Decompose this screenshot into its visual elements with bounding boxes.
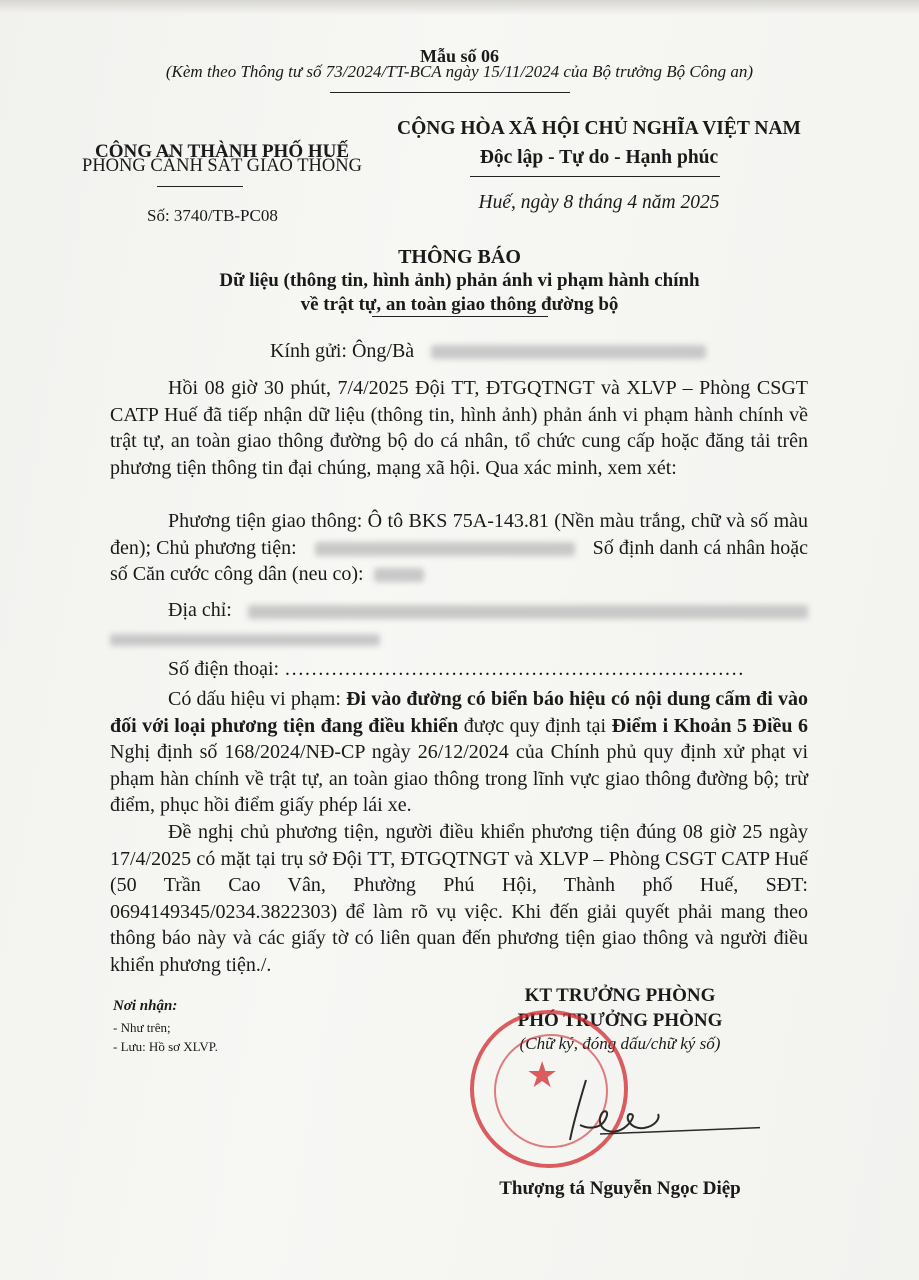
document-title: THÔNG BÁO — [398, 246, 521, 268]
recipient-item-2: - Lưu: Hồ sơ XLVP. — [113, 1039, 218, 1054]
redacted-address-line-2 — [110, 634, 380, 646]
intro-paragraph — [110, 375, 808, 481]
address-label: Địa chỉ: — [168, 599, 232, 621]
violation-legal-clause: Điểm i Khoản 5 Điều 6 — [611, 714, 808, 737]
vehicle-info: Phương tiện giao thông: Ô tô BKS 75A-143.81 (Nền màu trắng, chữ và số màu đen); Chủ phương tiện: — [110, 510, 808, 559]
document-number: Số: 3740/TB-PC08 — [147, 206, 278, 225]
vehicle-paragraph — [110, 508, 808, 588]
recipient-label: Kính gửi: Ông/Bà — [270, 340, 415, 362]
handwritten-signature — [540, 1070, 760, 1150]
recipient-item-1: - Như trên; — [113, 1020, 171, 1035]
signer-name: Thượng tá Nguyễn Ngọc Diệp — [499, 1178, 741, 1199]
redacted-id — [374, 568, 424, 582]
form-underline — [330, 92, 570, 93]
department-name: PHÒNG CẢNH SÁT GIAO THÔNG — [82, 156, 362, 176]
intro-text: Hồi 08 giờ 30 phút, 7/4/2025 Đội TT, ĐTGQTNGT và XLVP – Phòng CSGT CATP Huế đã tiếp nhận dữ liệu (thông tin, hình ảnh) phản ánh vi phạm hành chính về trật tự, an toàn giao thông đường bộ do cá nhân, tổ chức cung cấp hoặc đăng tải trên phương tiện thông tin đại chúng, mạng xã hội. Qua xác minh, xem xét: — [110, 377, 808, 479]
signature-note: (Chữ ký, đóng dấu/chữ ký số) — [519, 1034, 721, 1053]
violation-text — [110, 686, 808, 819]
request-text: Đề nghị chủ phương tiện, người điều khiển phương tiện đúng 08 giờ 25 ngày 17/4/2025 có mặt tại trụ sở Đội TT, ĐTGQTNGT và XLVP – Phòng CSGT CATP Huế (50 Trần Cao Vân, Phường Phú Hội, Thành phố Huế, SĐT: 0694149345/0234.3822303) để làm rõ vụ việc. Khi đến giải quyết phải mang theo thông báo này và các giấy tờ có liên quan đến phương tiện giao thông và người điều khiển phương tiện./. — [110, 821, 808, 976]
phone-line: Số điện thoại: …………………………………………………………… — [168, 658, 745, 680]
id-label: Số định danh cá nhân hoặc số Căn cước công dân (neu co): — [110, 536, 808, 585]
violation-paragraph — [110, 686, 808, 819]
page-top-shadow — [0, 0, 919, 14]
form-attachment-note: (Kèm theo Thông tư số 73/2024/TT-BCA ngày 15/11/2024 của Bộ trưởng Bộ Công an) — [165, 62, 754, 81]
agency-underline — [157, 186, 243, 187]
motto-underline — [470, 176, 720, 177]
recipient-line — [270, 340, 706, 363]
redacted-owner — [315, 542, 575, 556]
form-number: Mẫu số 06 — [419, 46, 499, 66]
document-subtitle-2: về trật tự, an toàn giao thông đường bộ — [300, 294, 619, 315]
recipients-label: Nơi nhận: — [113, 998, 178, 1014]
issue-date: Huế, ngày 8 tháng 4 năm 2025 — [478, 192, 720, 213]
violation-mid: được quy định tại — [458, 714, 612, 737]
agency-name: CÔNG AN THÀNH PHỐ HUẾ — [94, 141, 350, 162]
signature-title-2: PHÓ TRƯỞNG PHÒNG — [517, 1010, 723, 1031]
vehicle-text — [110, 508, 808, 588]
violation-description: Đi vào đường có biển báo hiệu có nội dung cấm đi vào đối với loại phương tiện đang điều khiển — [110, 688, 808, 737]
violation-lead: Có dấu hiệu vi phạm: — [168, 688, 347, 710]
star-icon: ★ — [526, 1055, 559, 1095]
document-subtitle-1: Dữ liệu (thông tin, hình ảnh) phản ánh vi phạm hành chính — [219, 270, 700, 291]
title-underline — [372, 316, 548, 317]
redacted-recipient-name — [431, 345, 706, 359]
violation-decree: Nghị định số 168/2024/NĐ-CP ngày 26/12/2024 của Chính phủ quy định xử phạt vi phạm hàn chính về trật tự, an toàn giao thông trong lĩnh vực giao thông đường bộ; trừ điểm, phục hồi điểm giấy phép lái xe. — [110, 741, 808, 816]
national-motto: Độc lập - Tự do - Hạnh phúc — [479, 147, 719, 168]
country-name: CỘNG HÒA XÃ HỘI CHỦ NGHĨA VIỆT NAM — [397, 118, 801, 139]
request-paragraph — [110, 819, 808, 978]
signature-title-1: KT TRƯỞNG PHÒNG — [524, 985, 716, 1006]
redacted-address — [248, 605, 808, 619]
